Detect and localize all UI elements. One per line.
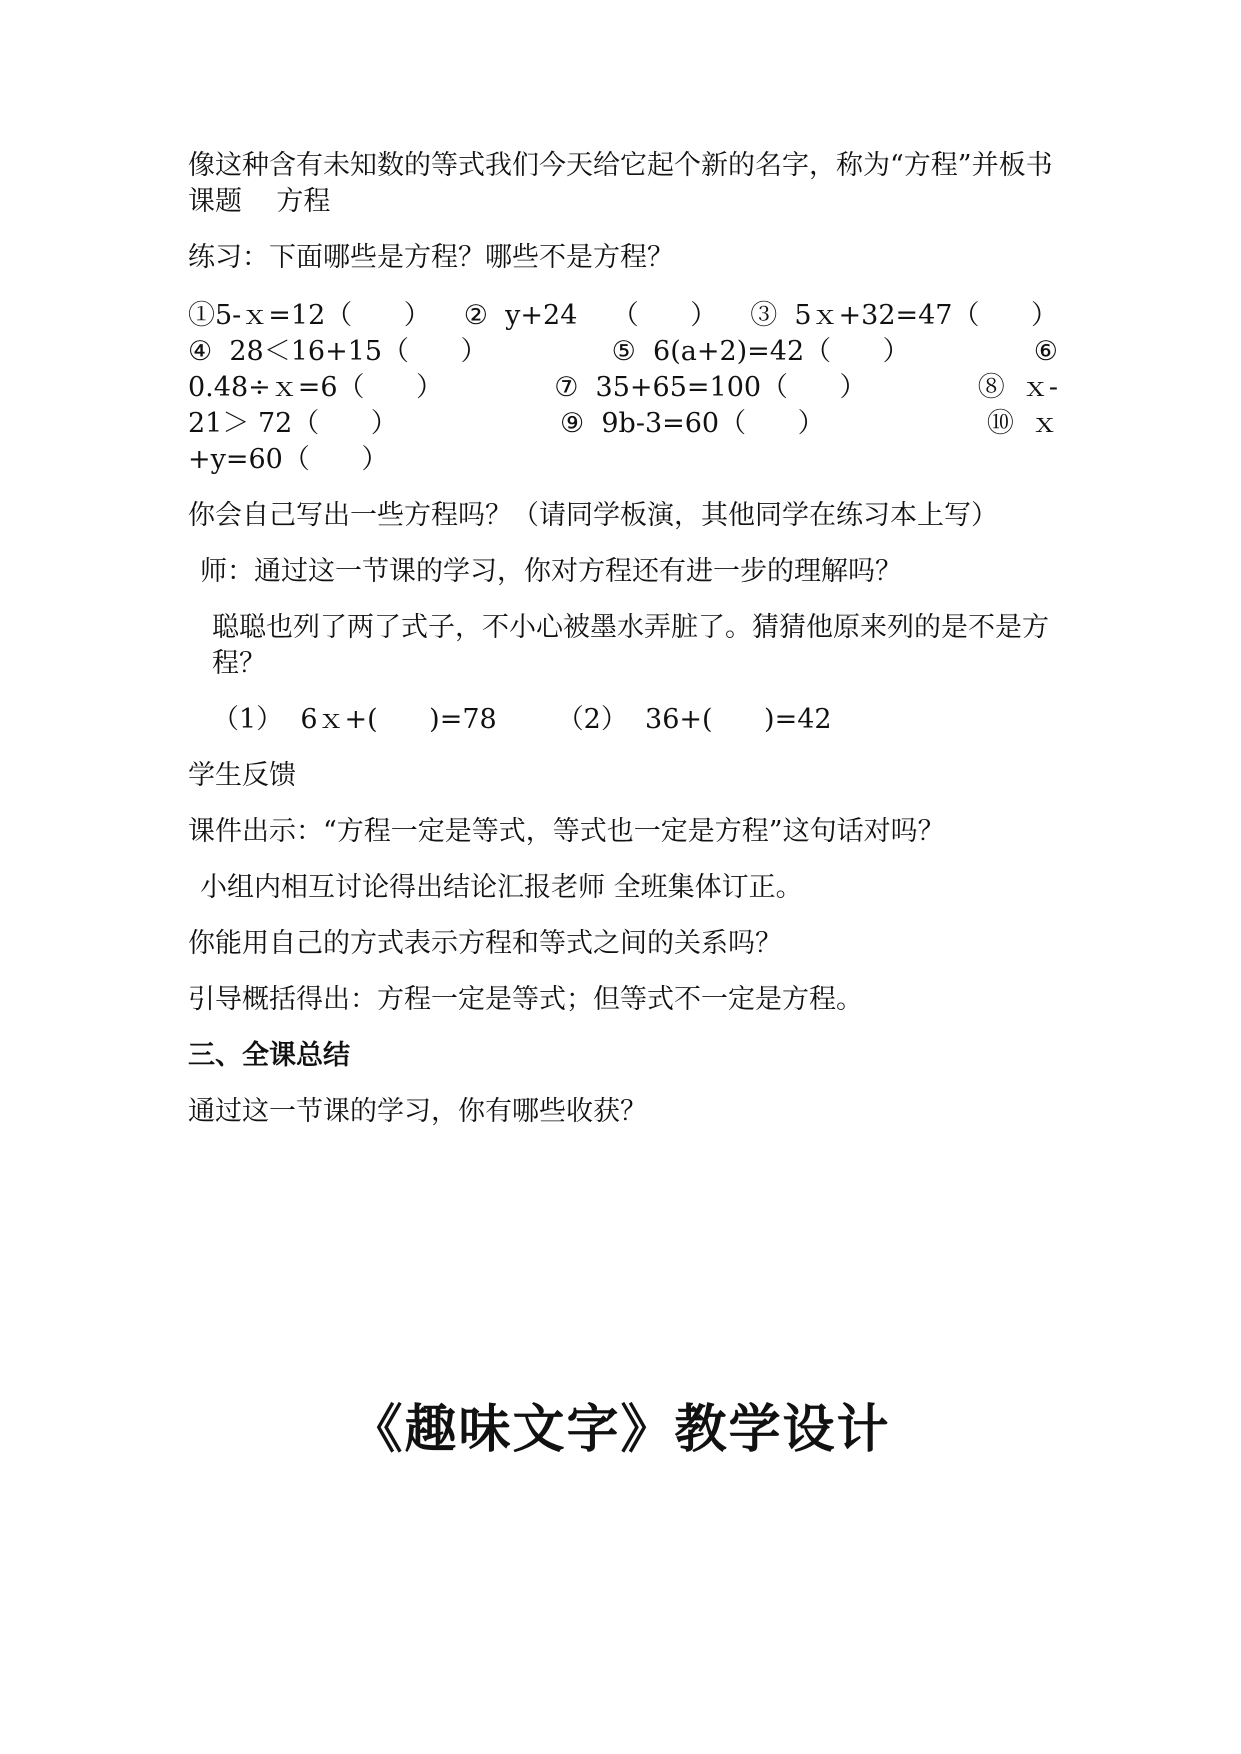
next-document-title: 《趣味文字》教学设计 [350,1400,891,1460]
paragraph-student-feedback: 学生反馈 [188,760,296,791]
exercise-line-3 [188,370,1058,406]
exercise-item-8-end: 21＞ 72（ ） [188,408,398,439]
paragraph-exercise-prompt: 练习：下面哪些是方程？哪些不是方程？ [188,242,674,273]
exercise-item-3: ③ 5ｘ+32=47（ ） [750,300,1058,331]
exercise-item-2: ② y+24 （ ） [463,300,718,331]
exercise-list [188,298,1058,478]
document-body [188,148,1058,1130]
exercise-item-8-start: ⑧ ｘ- [977,372,1058,403]
exercise-line-4 [188,406,1058,442]
exercise-line-2 [188,334,1058,370]
paragraph-group-discussion: 小组内相互讨论得出结论汇报老师 全班集体订正。 [200,872,803,903]
paragraph-conclusion: 引导概括得出：方程一定是等式；但等式不一定是方程。 [188,984,863,1015]
blank-equation-1: （1） 6ｘ+( )=78 [212,704,497,735]
paragraph-teacher-question: 师：通过这一节课的学习，你对方程还有进一步的理解吗？ [200,556,902,587]
paragraph-courseware: 课件出示：“方程一定是等式，等式也一定是方程”这句话对吗？ [188,816,945,847]
exercise-item-7: ⑦ 35+65=100（ ） [554,372,867,403]
exercise-line-5 [188,442,1058,478]
paragraph-congcong: 聪聪也列了两了式子，不小心被墨水弄脏了。猜猜他原来列的是不是方程？ [212,612,1049,679]
paragraph-relationship: 你能用自己的方式表示方程和等式之间的关系吗？ [188,928,782,959]
paragraph-write-equations: 你会自己写出一些方程吗？（请同学板演，其他同学在练习本上写） [188,500,998,531]
exercise-line-1 [188,298,1058,334]
paragraph-equation-definition: 像这种含有未知数的等式我们今天给它起个新的名字，称为“方程”并板书课题 方程 [188,150,1053,217]
exercise-item-6: 0.48÷ｘ=6（ ） [188,372,444,403]
blank-equation-2: （2） 36+( )=42 [556,704,832,735]
blank-equations [188,702,1058,738]
exercise-item-4: ④ 28＜16+15（ ） [188,336,488,367]
paragraph-harvest: 通过这一节课的学习，你有哪些收获？ [188,1096,647,1127]
exercise-item-9: ⑨ 9b-3=60（ ） [560,408,825,439]
exercise-item-6-marker: ⑥ [1033,336,1058,367]
exercise-item-10-start: ⑩ ｘ [986,408,1058,439]
exercise-item-10-end: +y=60（ ） [188,444,389,475]
section-heading-summary: 三、全课总结 [188,1040,350,1071]
exercise-item-5: ⑤ 6(a+2)=42（ ） [611,336,910,367]
exercise-item-1: ①5-ｘ=12（ ） [188,300,431,331]
